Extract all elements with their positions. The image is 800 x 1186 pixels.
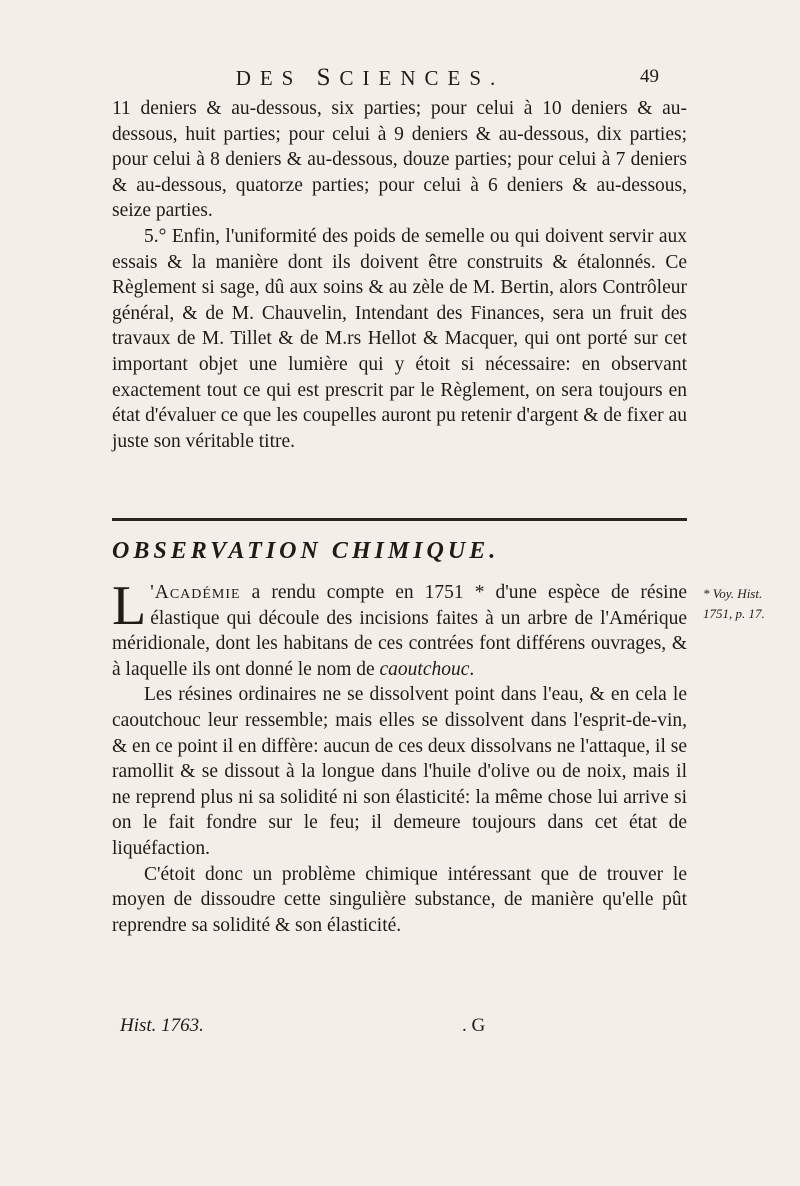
signature-mark: Hist. 1763. (120, 1015, 204, 1036)
first-para-body: a rendu compte en 1751 * d'une espèce de résine élastique qui découle des incisions faites à un arbre de l'Amérique méridionale, dont les habitans de ces contrées font différens ouvrages, & à laquelle ils ont donné le nom de (112, 582, 687, 680)
paragraph: 5.° Enfin, l'uniformité des poids de semelle ou qui doivent servir aux essais & la manière dont ils doivent être construits & étalonnés. Ce Règlement si sage, dû aux soins & au zèle de M. Bertin, alors Contrôleur général, & de M. Chauvelin, Intendant des Finances, sera un fruit des travaux de M. Tillet & de M.rs Hellot & Macquer, qui ont porté sur cet important objet une lumière qui y étoit si nécessaire: en observant exactement tout ce qui est prescrit par le Règlement, on sera toujours en état d'évaluer ce que les coupelles auront pu retenir d'argent & de fixer au juste son véritable titre. (112, 225, 687, 452)
caoutchouc-term: caoutchouc (379, 658, 470, 680)
paragraph (112, 575, 687, 682)
margin-note: * Voy. Hist. 1751, p. 17. (703, 586, 765, 621)
section-title: OBSERVATION CHIMIQUE. (112, 538, 500, 564)
header-initial: S (316, 64, 340, 91)
first-word: 'Académie (150, 582, 241, 603)
paragraph: Les résines ordinaires ne se dissolvent point dans l'eau, & en cela le caoutchouc leur ressemble; mais elles se dissolvent dans l'esprit-de-vin, & en ce point il en diffère: aucun de ces deux dissolvans ne l'attaque, il se ramollit & se dissout à la longue dans l'huile d'olive ou de noix, mais il ne reprend plus ni sa solidité ni son élasticité: la même chose lui arrive si on le fait fondre sur le feu; il demeure toujours dans cet état de liquéfaction. (112, 684, 687, 859)
paragraph: 11 deniers & au-dessous, six parties; pour celui à 10 deniers & au-dessous, huit parties; pour celui à 9 deniers & au-dessous, dix parties; pour celui à 8 deniers & au-dessous, douze parties; pour celui à 7 deniers & au-dessous, quatorze parties; pour celui à 6 deniers & au-dessous, seize parties. (112, 98, 687, 222)
header-prefix: DES (235, 66, 303, 90)
header-rest: CIENCES. (339, 66, 505, 90)
section-divider (112, 518, 687, 521)
signature-letter: . G (462, 1015, 486, 1036)
section1-text (112, 96, 687, 454)
first-para-end: . (469, 658, 475, 680)
section2-text (112, 575, 687, 938)
paragraph: C'étoit donc un problème chimique intéressant que de trouver le moyen de dissoudre cette singulière substance, de manière qu'elle pût reprendre sa solidité & son élasticité. (112, 863, 687, 936)
running-header (160, 64, 580, 92)
page-number: 49 (640, 66, 659, 87)
drop-cap: L (112, 575, 147, 637)
